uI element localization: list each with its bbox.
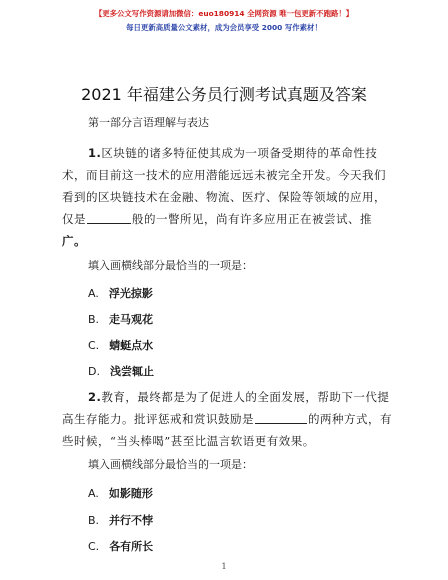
option-letter: A. — [88, 287, 99, 300]
option-letter: C. — [88, 540, 100, 553]
option-letter: C. — [88, 339, 100, 352]
answer-blank — [87, 211, 131, 224]
question-1-line-1 — [62, 142, 392, 164]
question-2-option-c — [88, 538, 153, 554]
question-2-line-1 — [62, 386, 392, 408]
question-2-option-a — [88, 485, 153, 501]
question-1-line-5: 广。 — [62, 234, 86, 248]
option-text: 如影随形 — [108, 487, 153, 500]
question-2-text-1: 教育，最终都是为了促进人的全面发展，帮助下一代提 — [101, 390, 390, 404]
option-letter: B. — [88, 313, 100, 326]
option-text: 蜻蜓点水 — [109, 339, 154, 352]
question-2-option-b — [88, 512, 153, 528]
answer-blank — [255, 411, 307, 424]
section-heading: 第一部分言语理解与表达 — [88, 116, 209, 129]
page-number: 1 — [221, 562, 227, 571]
question-2-line-2 — [62, 408, 392, 430]
option-text: 浅尝辄止 — [109, 365, 154, 378]
option-text: 各有所长 — [109, 540, 154, 553]
promo-line-secondary: 每日更新高质量公文素材，成为会员享受 2000 写作素材！ — [126, 23, 322, 32]
question-2-line-3: 些时候，“当头棒喝”甚至比温言软语更有效果。 — [62, 434, 315, 448]
question-1-option-a — [88, 285, 153, 301]
question-2-text-after-blank: 的两种方式，有 — [308, 412, 392, 426]
question-1-text-before-blank: 仅是 — [62, 212, 86, 226]
option-text: 浮光掠影 — [108, 287, 153, 300]
question-1-line-3: 看到的区块链技术在金融、物流、医疗、保险等领域的应用， — [62, 190, 386, 204]
promo-line-top: 【更多公文写作资源请加微信：euo180914 全网资源 唯一包更新不跑路！】 — [94, 9, 354, 18]
question-2-number: 2. — [88, 390, 102, 404]
document-title: 2021 年福建公务员行测考试真题及答案 — [81, 85, 367, 104]
question-1-option-c — [88, 337, 153, 353]
question-2-prompt: 填入画横线部分最恰当的一项是： — [88, 458, 253, 471]
question-1-option-d — [88, 363, 154, 379]
question-1-text-1: 区块链的诸多特征使其成为一项备受期待的革命性技 — [101, 146, 378, 160]
option-letter: D. — [88, 365, 100, 378]
question-1-prompt: 填入画横线部分最恰当的一项是： — [88, 259, 253, 272]
question-1-stem — [62, 142, 392, 252]
question-2-text-before-blank: 高生存能力。批评惩戒和赏识鼓励是 — [62, 412, 254, 426]
option-letter: B. — [88, 514, 100, 527]
option-text: 并行不悖 — [109, 514, 154, 527]
option-text: 走马观花 — [109, 313, 154, 326]
question-1-line-4 — [62, 208, 392, 230]
question-2-stem — [62, 386, 392, 452]
question-1-option-b — [88, 311, 153, 327]
question-1-line-2: 术，而目前这一技术的应用潜能远远未被完全开发。今天我们 — [62, 168, 386, 182]
option-letter: A. — [88, 487, 99, 500]
question-1-number: 1. — [88, 146, 102, 160]
question-1-text-after-blank: 般的一瞥所见，尚有许多应用正在被尝试、推 — [132, 212, 372, 226]
